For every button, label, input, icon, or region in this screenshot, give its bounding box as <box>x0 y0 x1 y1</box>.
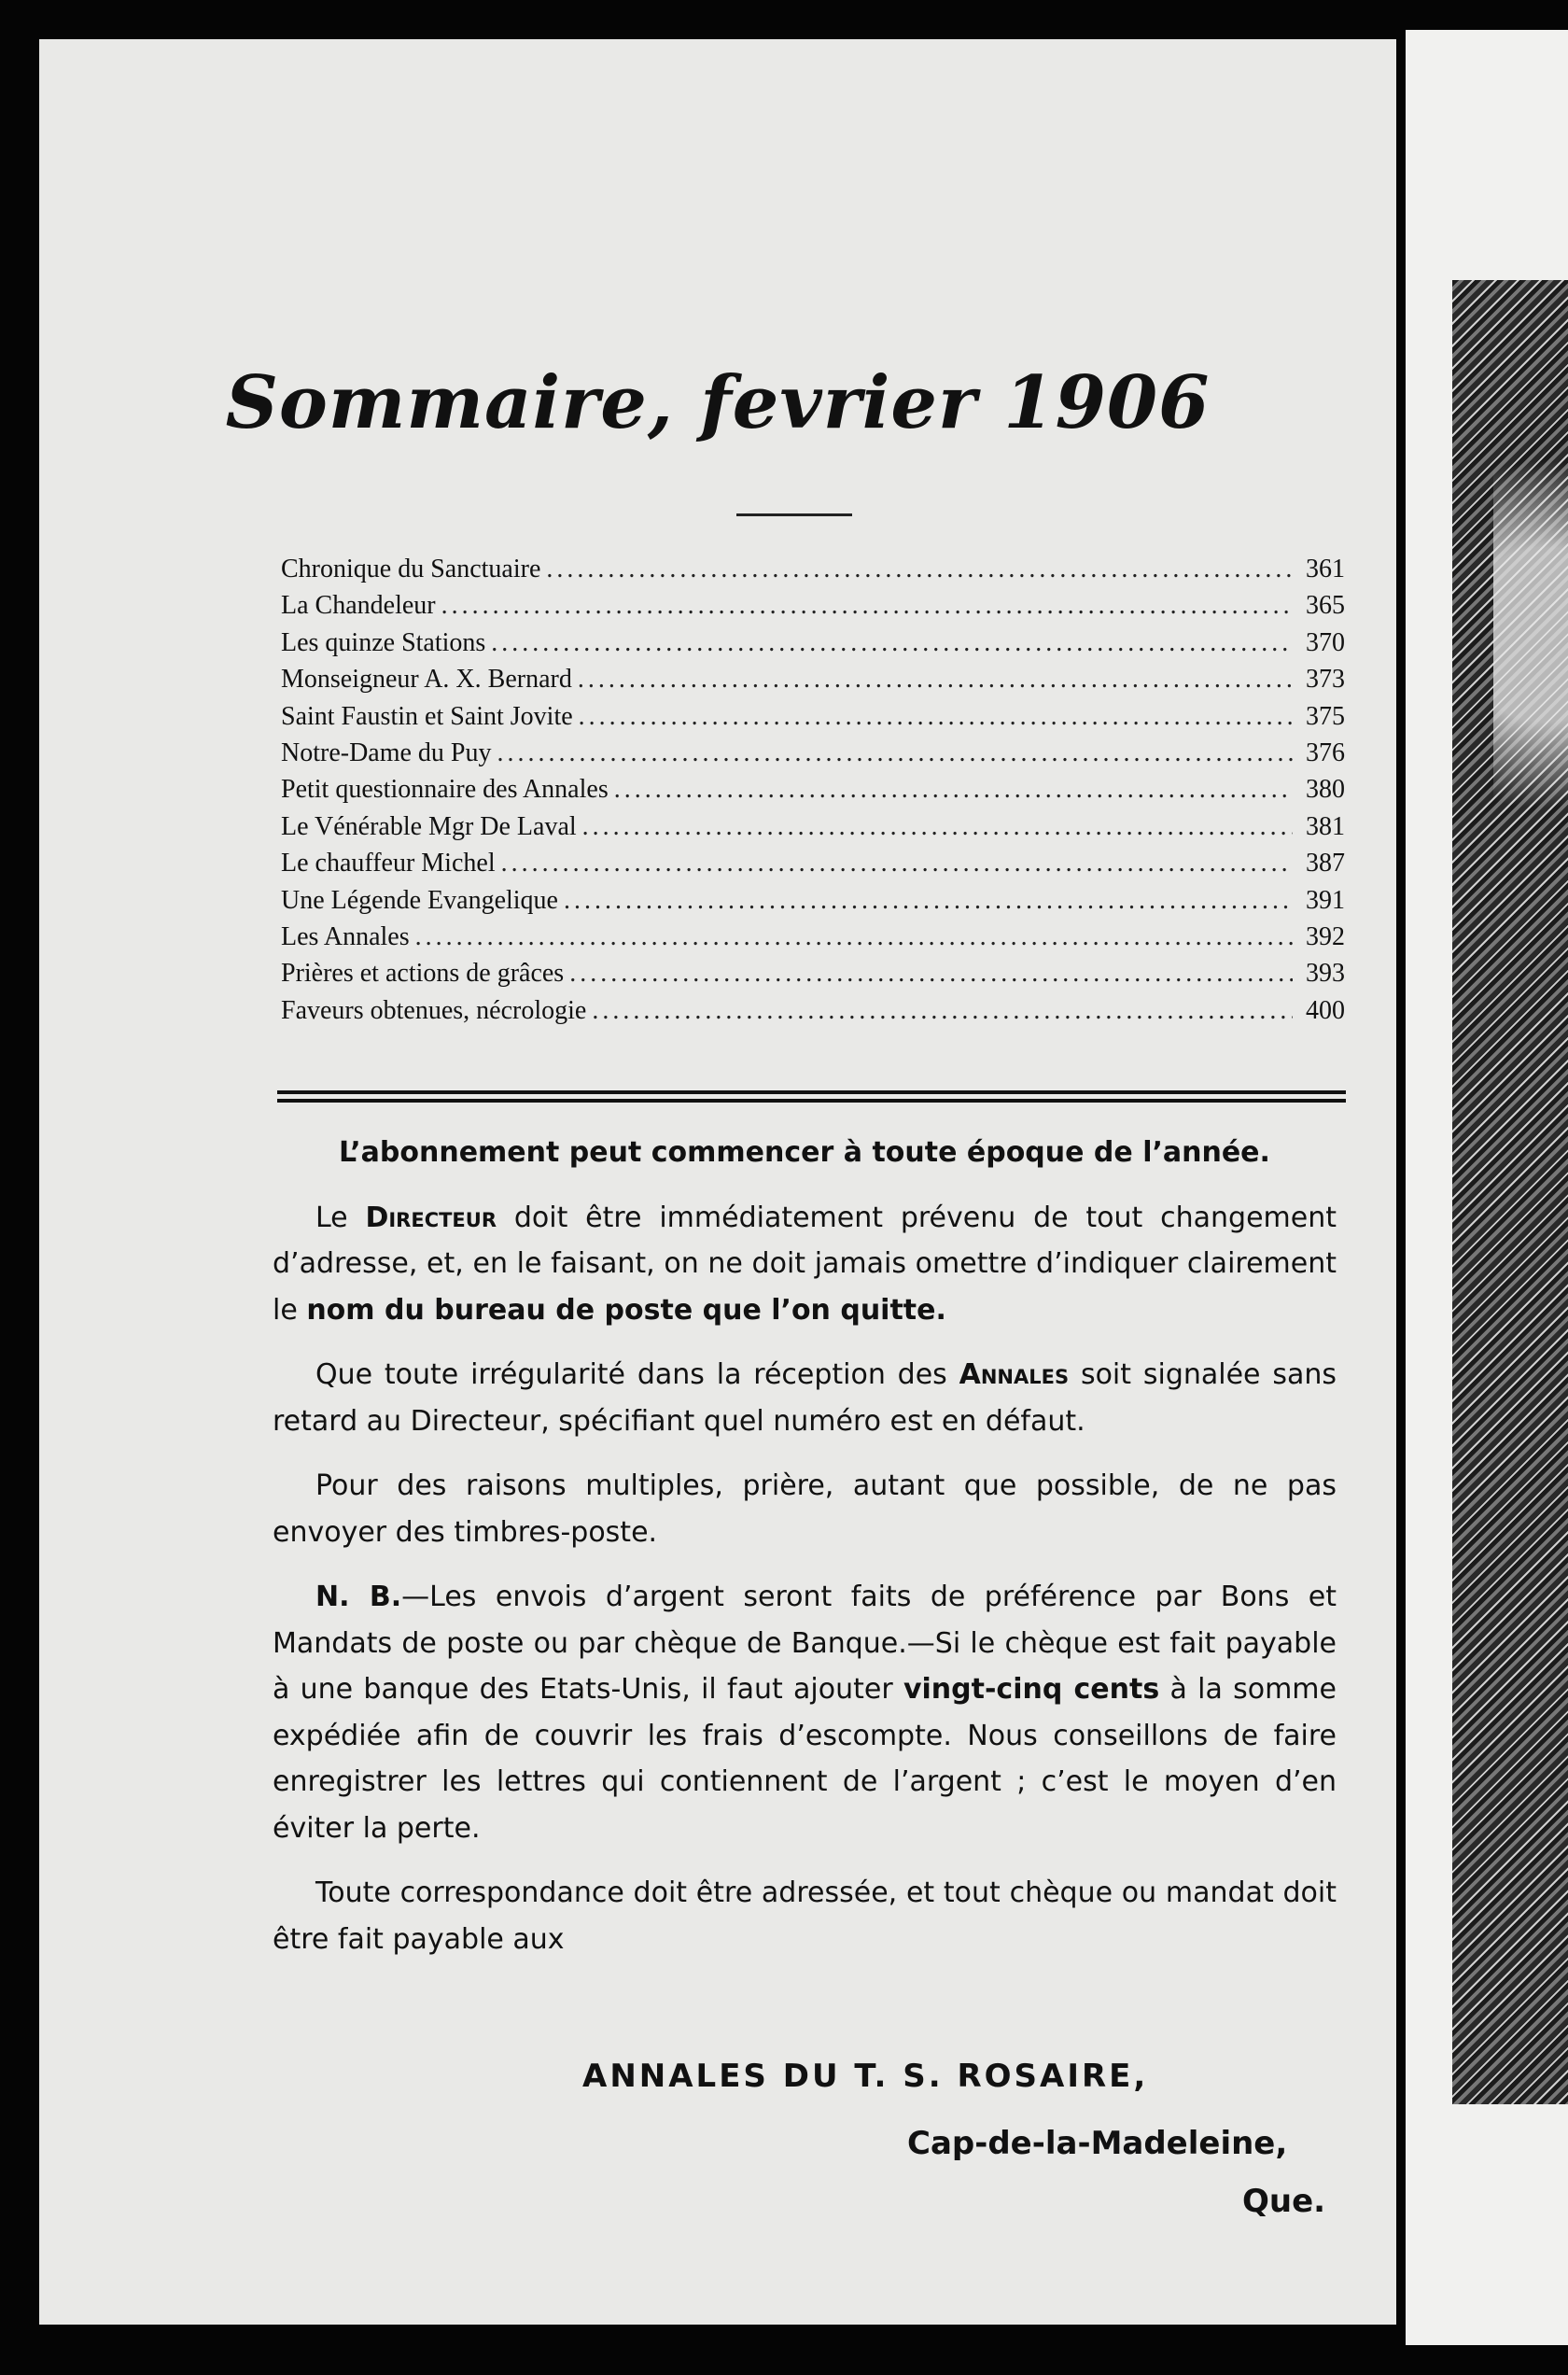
toc-entry-title: Notre-Dame du Puy <box>281 738 492 767</box>
dot-leader <box>579 702 1293 732</box>
dot-leader <box>582 812 1293 842</box>
title-divider <box>736 513 852 516</box>
dot-leader <box>578 665 1293 695</box>
notice-paragraph: L’abonnement peut commencer à toute époque de l’année. <box>339 1136 1270 1169</box>
dot-leader <box>415 922 1293 952</box>
toc-entry <box>281 555 1345 591</box>
engraving-highlight <box>1493 392 1568 878</box>
toc-entry-page: 365 <box>1306 591 1345 621</box>
toc-entry-title: Saint Faustin et Saint Jovite <box>281 701 573 731</box>
toc-entry <box>281 591 1345 627</box>
subscription-notice <box>273 1130 1337 1981</box>
toc-entry-title: Prières et actions de grâces <box>281 959 565 989</box>
notice-text: Que toute irrégularité dans la réception des <box>315 1358 959 1391</box>
dot-leader <box>614 775 1293 805</box>
toc-entry-title: Le Vénérable Mgr De Laval <box>281 811 577 841</box>
notice-smallcaps: Annales <box>959 1358 1070 1391</box>
toc-entry-page: 387 <box>1306 849 1345 878</box>
toc-entry <box>281 849 1345 885</box>
notice-emphasis: vingt-cinq cents <box>903 1673 1160 1706</box>
toc-entry-title: Les quinze Stations <box>281 627 486 657</box>
toc-entry-page: 370 <box>1306 627 1345 657</box>
toc-entry-title: Faveurs obtenues, nécrologie <box>281 995 587 1025</box>
toc-entry-title: Le chauffeur Michel <box>281 849 496 878</box>
toc-entry-page: 376 <box>1306 738 1345 767</box>
toc-entry-title: Monseigneur A. X. Bernard <box>281 665 572 695</box>
toc-entry <box>281 775 1345 811</box>
toc-entry-title: Petit questionnaire des Annales <box>281 775 609 805</box>
address-line-town: Cap-de-la-Madeleine, <box>907 2125 1288 2162</box>
notice-paragraph <box>273 1195 1337 1334</box>
dot-leader <box>491 628 1293 658</box>
toc-entry-page: 392 <box>1306 921 1345 951</box>
table-of-contents <box>281 555 1345 1033</box>
nota-bene-label: N. B. <box>315 1581 402 1613</box>
dot-leader <box>592 996 1293 1026</box>
dot-leader <box>497 738 1293 768</box>
notice-emphasis: nom du bureau de poste que l’on quitte. <box>306 1293 946 1327</box>
dot-leader <box>546 555 1293 584</box>
dot-leader <box>441 591 1293 621</box>
toc-entry <box>281 738 1345 775</box>
toc-entry-page: 400 <box>1306 995 1345 1025</box>
notice-paragraph <box>273 1574 1337 1851</box>
dot-leader <box>501 849 1293 878</box>
notice-paragraph: Pour des raisons multiples, prière, autant que possible, de ne pas envoyer des timbres-poste. <box>273 1469 1337 1549</box>
dot-leader <box>569 959 1293 989</box>
address-line-publication: ANNALES DU T. S. ROSAIRE, <box>582 2058 1149 2095</box>
toc-entry-page: 391 <box>1306 885 1345 915</box>
document-page <box>39 39 1396 2325</box>
toc-entry-title: Chronique du Sanctuaire <box>281 555 541 583</box>
notice-text: —Les envois d’argent seront faits de préférence par Bons et Mandats de poste ou par chèque de Banque.—Si le chèque est fait payable à une banque des Etats-Unis, il faut ajouter <box>273 1581 1337 1706</box>
notice-text: Le <box>315 1201 366 1234</box>
toc-entry-title: Une Légende Evangelique <box>281 885 558 915</box>
toc-entry <box>281 996 1345 1033</box>
toc-entry-page: 361 <box>1306 555 1345 583</box>
notice-paragraph <box>273 1352 1337 1444</box>
address-line-province: Que. <box>1242 2183 1326 2220</box>
notice-text: soit signalée sans retard au Directeur, spécifiant quel numéro est en défaut. <box>273 1358 1337 1438</box>
toc-entry <box>281 959 1345 995</box>
toc-entry-page: 393 <box>1306 959 1345 989</box>
toc-entry <box>281 628 1345 665</box>
page-title: Sommaire, fevrier 1906 <box>225 360 1211 445</box>
toc-entry <box>281 922 1345 959</box>
toc-entry-page: 381 <box>1306 811 1345 841</box>
notice-smallcaps: Directeur <box>365 1201 497 1234</box>
toc-entry <box>281 702 1345 738</box>
toc-entry-page: 373 <box>1306 665 1345 695</box>
toc-entry-title: Les Annales <box>281 921 410 951</box>
notice-text: à la somme expédiée afin de couvrir les frais d’escompte. Nous conseillons de faire enregistrer les lettres qui contiennent de l’argent ; c’est le moyen d’en éviter la perte. <box>273 1673 1337 1845</box>
notice-text: doit être immédiatement prévenu de tout changement d’adresse, et, en le faisant, on ne doit jamais omettre d’indiquer clairement le <box>273 1201 1337 1327</box>
toc-entry <box>281 812 1345 849</box>
toc-entry <box>281 886 1345 922</box>
toc-entry-title: La Chandeleur <box>281 591 436 621</box>
toc-entry-page: 375 <box>1306 701 1345 731</box>
toc-entry-page: 380 <box>1306 775 1345 805</box>
notice-paragraph: Toute correspondance doit être adressée, et tout chèque ou mandat doit être fait payable aux <box>273 1876 1337 1956</box>
double-divider <box>277 1090 1346 1103</box>
toc-entry <box>281 665 1345 701</box>
dot-leader <box>564 886 1293 916</box>
